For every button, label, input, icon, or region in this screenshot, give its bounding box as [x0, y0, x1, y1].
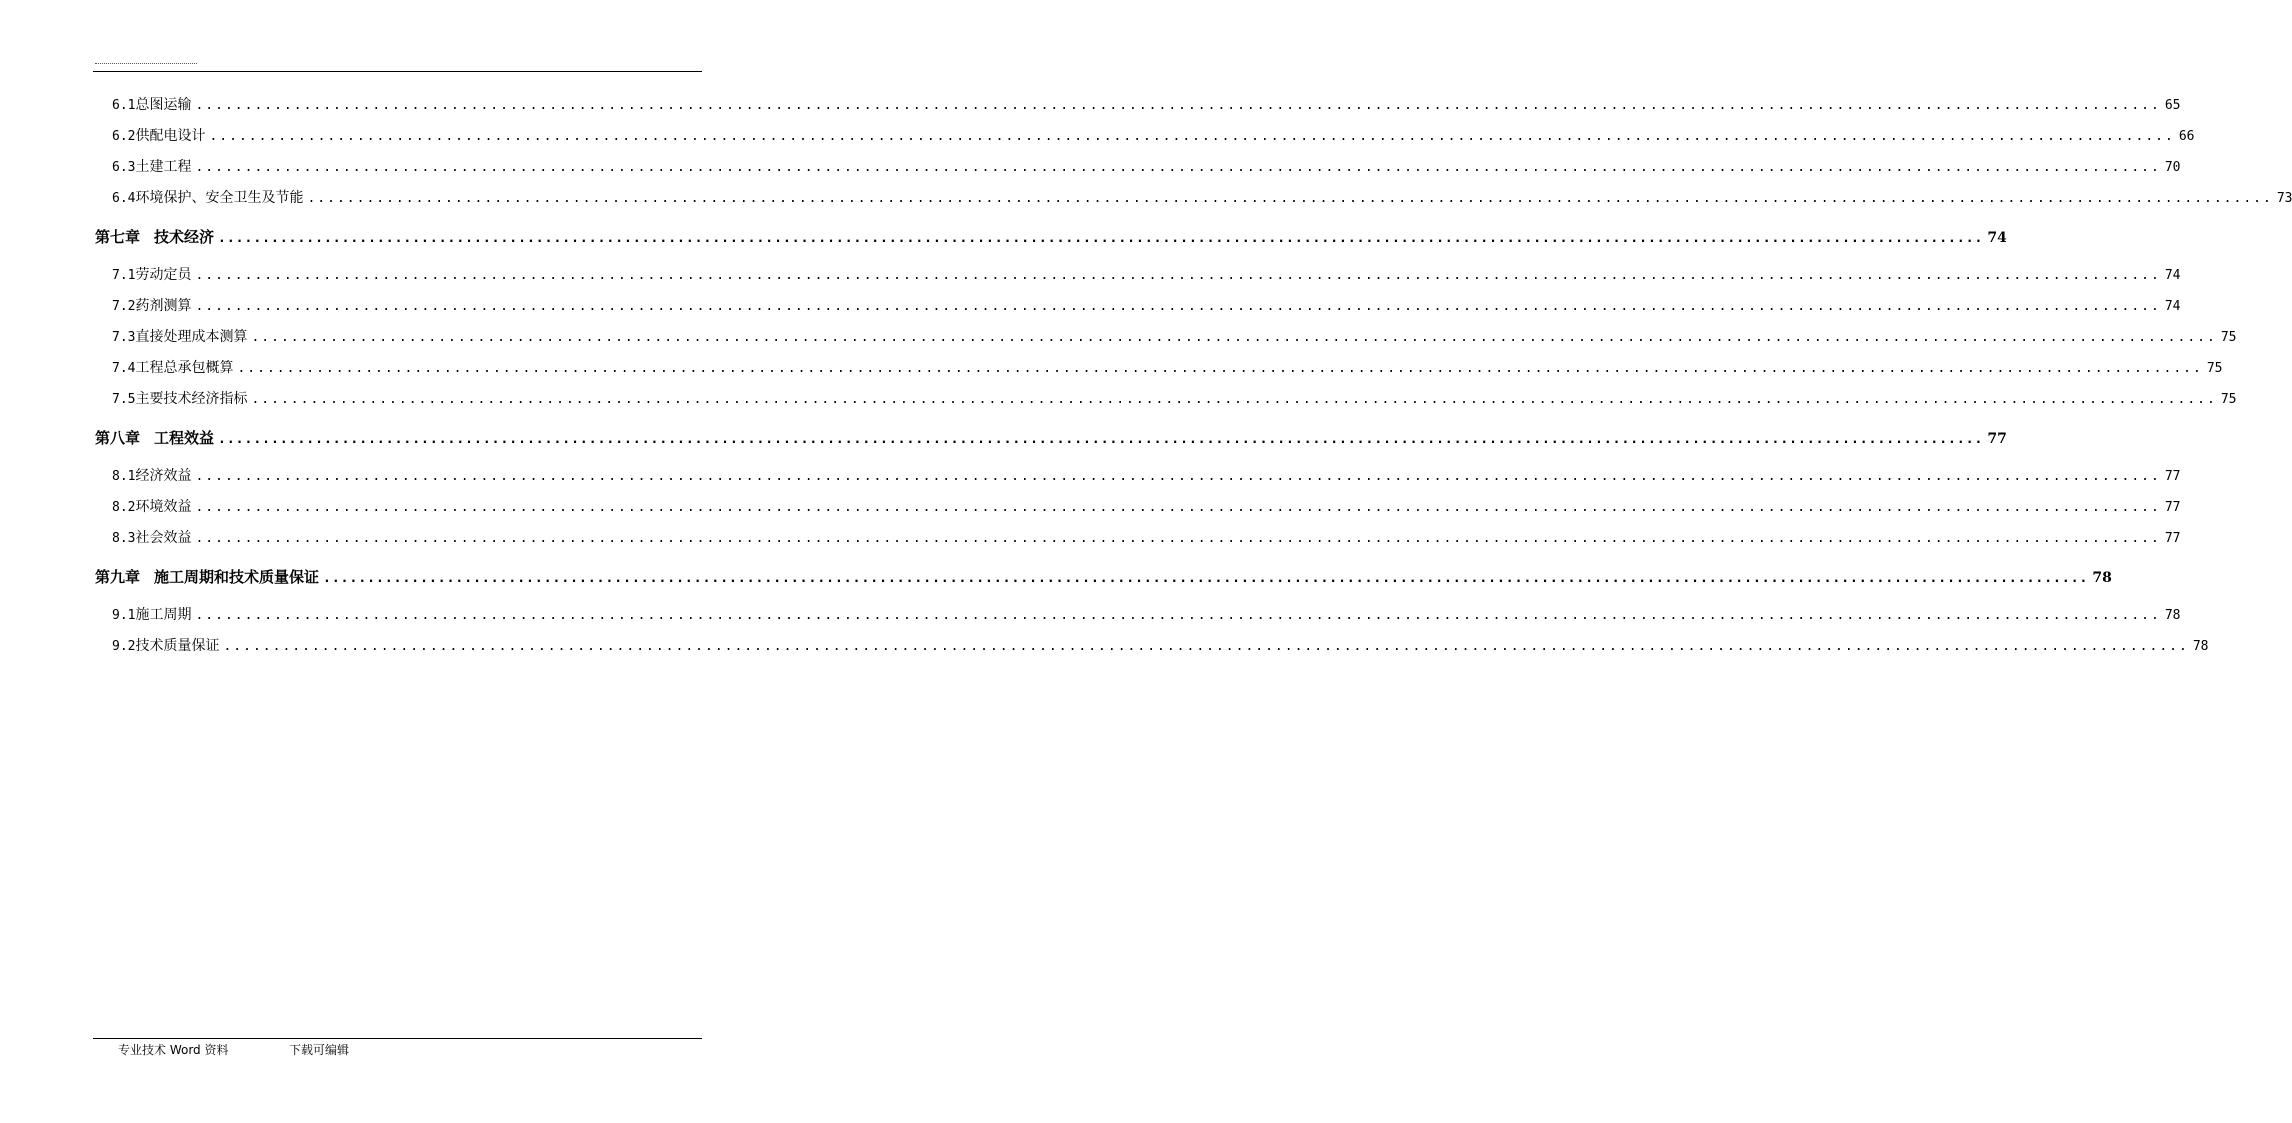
toc-dot-leader: ........................................................................................................................................................................................................: [195, 500, 2161, 515]
toc-dot-leader: ........................................................................................................................................................................................................: [251, 330, 2217, 345]
toc-page-number: 77: [1987, 431, 2007, 447]
toc-entry-label: [112, 353, 233, 384]
toc-chapter-entry[interactable]: [95, 214, 2007, 260]
toc-section-entry[interactable]: [95, 523, 2181, 554]
toc-entry-label: [112, 260, 191, 291]
toc-entry-number: 6.4: [112, 191, 136, 206]
header-dotted-line: [95, 63, 197, 64]
toc-entry-title: 环境保护、安全卫生及节能: [135, 190, 304, 206]
toc-dot-leader: ........................................................................................................................................................................................................: [218, 432, 1984, 447]
toc-section-entry[interactable]: [95, 384, 2237, 415]
toc-entry-title: 经济效益: [135, 468, 192, 484]
toc-chapter-entry[interactable]: [95, 415, 2007, 461]
toc-page-number: 74: [1987, 230, 2007, 246]
toc-page-number: 75: [2220, 330, 2237, 345]
toc-entry-title: 技术经济: [154, 228, 215, 246]
toc-entry-label: [95, 554, 319, 600]
toc-dot-leader: ........................................................................................................................................................................................................: [195, 608, 2161, 623]
toc-entry-title: 施工周期和技术质量保证: [154, 568, 320, 586]
toc-entry-label: [112, 322, 247, 353]
footer-right-text: 下载可编辑: [289, 1043, 350, 1057]
toc-page-number: 78: [2092, 570, 2112, 586]
toc-entry-number: 第九章: [95, 568, 141, 586]
toc-page-number: 78: [2164, 608, 2181, 623]
toc-entry-number: 6.2: [112, 129, 136, 144]
footer-left-text: 专业技术 Word 资料: [118, 1043, 229, 1057]
toc-entry-title: 工程总承包概算: [135, 360, 234, 376]
toc-page-number: 77: [2164, 531, 2181, 546]
toc-section-entry[interactable]: [95, 260, 2181, 291]
toc-dot-leader: ........................................................................................................................................................................................................: [195, 469, 2161, 484]
toc-section-entry[interactable]: [95, 353, 2223, 384]
toc-section-entry[interactable]: [95, 291, 2181, 322]
toc-entry-number: 第七章: [95, 228, 141, 246]
toc-entry-number: 9.1: [112, 608, 136, 623]
toc-page-number: 74: [2164, 299, 2181, 314]
footer-rule: [93, 1038, 702, 1039]
toc-section-entry[interactable]: [95, 631, 2209, 662]
toc-dot-leader: ........................................................................................................................................................................................................: [195, 98, 2161, 113]
toc-page-number: 70: [2164, 160, 2181, 175]
toc-section-entry[interactable]: [95, 322, 2237, 353]
toc-page-number: 77: [2164, 469, 2181, 484]
toc-page-number: 75: [2206, 361, 2223, 376]
toc-entry-label: [112, 291, 191, 322]
toc-entry-label: [112, 152, 191, 183]
toc-entry-title: 供配电设计: [135, 128, 206, 144]
toc-entry-number: 7.1: [112, 268, 136, 283]
toc-entry-label: [112, 631, 219, 662]
toc-entry-number: 6.3: [112, 160, 136, 175]
toc-entry-label: [95, 415, 214, 461]
toc-section-entry[interactable]: [95, 152, 2181, 183]
toc-dot-leader: ........................................................................................................................................................................................................: [195, 268, 2161, 283]
toc-section-entry[interactable]: [95, 121, 2195, 152]
toc-entry-number: 7.3: [112, 330, 136, 345]
toc-entry-title: 社会效益: [135, 530, 192, 546]
toc-page-number: 65: [2164, 98, 2181, 113]
toc-page-number: 75: [2220, 392, 2237, 407]
toc-dot-leader: ........................................................................................................................................................................................................: [195, 531, 2161, 546]
toc-dot-leader: ........................................................................................................................................................................................................: [323, 571, 2089, 586]
toc-entry-title: 环境效益: [135, 499, 192, 515]
toc-entry-label: [112, 461, 191, 492]
toc-entry-number: 8.1: [112, 469, 136, 484]
toc-entry-title: 直接处理成本测算: [135, 329, 248, 345]
toc-entry-number: 7.5: [112, 392, 136, 407]
toc-chapter-entry[interactable]: [95, 554, 2112, 600]
toc-entry-number: 7.4: [112, 361, 136, 376]
toc-entry-title: 施工周期: [135, 607, 192, 623]
toc-entry-number: 第八章: [95, 429, 141, 447]
toc-entry-label: [112, 523, 191, 554]
toc-section-entry[interactable]: [95, 183, 2292, 214]
toc-dot-leader: ........................................................................................................................................................................................................: [209, 129, 2175, 144]
toc-dot-leader: ........................................................................................................................................................................................................: [195, 299, 2161, 314]
toc-page-number: 77: [2164, 500, 2181, 515]
toc-dot-leader: ........................................................................................................................................................................................................: [218, 231, 1984, 246]
toc-section-entry[interactable]: [95, 600, 2181, 631]
toc-entry-number: 7.2: [112, 299, 136, 314]
toc-entry-title: 技术质量保证: [135, 638, 220, 654]
toc-entry-number: 9.2: [112, 639, 136, 654]
toc-entry-title: 主要技术经济指标: [135, 391, 248, 407]
toc-entry-label: [95, 214, 214, 260]
toc-page-number: 73: [2276, 191, 2292, 206]
toc-page-number: 78: [2192, 639, 2209, 654]
toc-page-number: 74: [2164, 268, 2181, 283]
toc-section-entry[interactable]: [95, 90, 2181, 121]
header-rule: [93, 71, 702, 72]
toc-dot-leader: ........................................................................................................................................................................................................: [223, 639, 2189, 654]
toc-dot-leader: ........................................................................................................................................................................................................: [307, 191, 2273, 206]
toc-entry-title: 药剂测算: [135, 298, 192, 314]
toc-page-number: 66: [2178, 129, 2195, 144]
toc-entry-label: [112, 183, 303, 214]
toc-entry-label: [112, 492, 191, 523]
toc-entry-label: [112, 600, 191, 631]
toc-entry-label: [112, 121, 205, 152]
toc-entry-number: 6.1: [112, 98, 136, 113]
toc-dot-leader: ........................................................................................................................................................................................................: [237, 361, 2203, 376]
toc-section-entry[interactable]: [95, 461, 2181, 492]
toc-entry-title: 总图运输: [135, 97, 192, 113]
toc-dot-leader: ........................................................................................................................................................................................................: [195, 160, 2161, 175]
toc-entry-title: 土建工程: [135, 159, 192, 175]
toc-entry-number: 8.3: [112, 531, 136, 546]
toc-section-entry[interactable]: [95, 492, 2181, 523]
toc-entry-number: 8.2: [112, 500, 136, 515]
toc-entry-title: 劳动定员: [135, 267, 192, 283]
toc-entry-label: [112, 384, 247, 415]
toc-entry-title: 工程效益: [154, 429, 215, 447]
toc-entry-label: [112, 90, 191, 121]
table-of-contents: [95, 90, 2292, 662]
toc-dot-leader: ........................................................................................................................................................................................................: [251, 392, 2217, 407]
